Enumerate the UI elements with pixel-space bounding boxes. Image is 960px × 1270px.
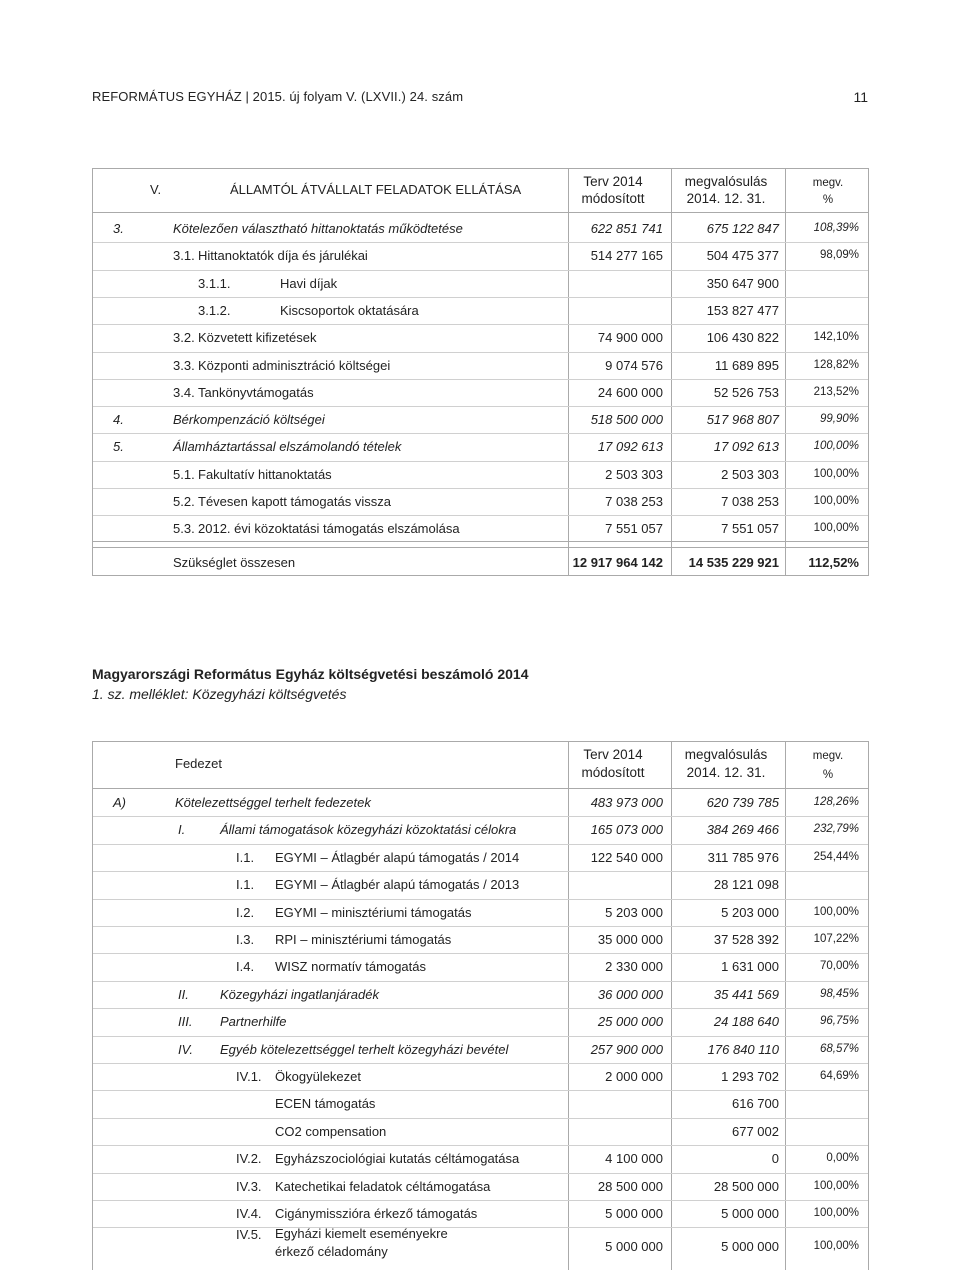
row-plan: 74 900 000 [597,330,663,346]
row-plan: 17 092 613 [597,439,663,455]
row-pct: 96,75% [819,1015,859,1028]
row-code: 3.1.1. [198,275,231,291]
header-real-2: 2014. 12. 31. [686,191,766,206]
row-pct: 142,10% [813,331,859,344]
row-real: 17 092 613 [713,439,779,455]
row-real: 504 475 377 [706,248,779,264]
row-real: 153 827 477 [706,302,779,318]
header-plan-1: Terv 2014 [583,747,643,762]
row-label: Állami támogatások közegyházi közoktatási célokra [220,822,517,838]
row-pct: 108,39% [813,222,859,234]
header-pct-1: megv. [812,177,844,189]
row-real: 35 441 569 [713,986,779,1002]
row-plan: 257 900 000 [590,1041,663,1057]
page-header [92,89,868,109]
row-divider [93,270,868,271]
row-code: 3.2. [173,330,195,346]
table-row [93,242,868,269]
table-row [93,899,868,926]
row-plan: 9 074 576 [605,357,663,373]
row-code: 5. [113,439,124,455]
row-divider [93,1118,868,1119]
row-real: 5 000 000 [721,1239,779,1255]
row-divider [93,352,868,353]
row-real: 1 631 000 [721,959,779,975]
table-row [93,926,868,953]
table-row [93,1227,868,1267]
row-divider [93,379,868,380]
row-pct: 68,57% [819,1042,859,1055]
header-pct-1: megv. [812,750,844,762]
row-real: 37 528 392 [713,932,779,947]
row-plan: 622 851 741 [590,221,663,236]
row-divider [93,1036,868,1037]
row-plan: 514 277 165 [590,248,663,264]
total-divider [93,541,868,542]
row-plan: 35 000 000 [597,932,663,947]
row-divider [93,324,868,325]
row-plan: 7 551 057 [605,521,663,537]
row-label: EGYMI – Átlagbér alapú támogatás / 2014 [275,849,520,865]
table-state-tasks [92,168,869,576]
row-pct: 213,52% [813,385,859,398]
row-real: 311 785 976 [707,849,779,865]
row-code: A) [113,795,126,810]
row-code: I.4. [236,959,255,975]
row-label: Kötelezően választható hittanoktatás működtetése [173,221,463,236]
row-label: Kiscsoportok oktatására [280,302,419,318]
row-label: Bérkompenzáció költségei [173,412,325,428]
row-code: 5.2. [173,494,195,509]
row-plan: 165 073 000 [590,822,663,838]
row-code: IV. [178,1041,193,1057]
row-plan: 2 000 000 [605,1069,663,1084]
row-label-2: érkező céladomány [275,1244,388,1260]
row-code: I.3. [236,932,255,947]
row-pct: 100,00% [813,1207,859,1219]
table-row [93,406,868,433]
row-pct: 99,90% [819,413,859,426]
header-divider [93,212,868,213]
header-label: Fedezet [175,756,222,771]
row-real: 675 122 847 [706,221,779,236]
row-label: EGYMI – Átlagbér alapú támogatás / 2013 [275,877,520,893]
row-code: IV.4. [236,1206,262,1221]
section-title: Magyarországi Református Egyház költségvetési beszámoló 2014 [92,666,529,682]
table-row [93,816,868,843]
table-row [93,1008,868,1035]
table-row [93,215,868,242]
total-divider [93,547,868,548]
row-real: 5 203 000 [721,904,779,920]
row-label: Ökogyülekezet [275,1069,361,1084]
row-pct: 107,22% [813,933,859,945]
row-divider [93,1200,868,1201]
row-pct: 100,00% [813,522,859,535]
row-real: 28 121 098 [713,877,779,893]
row-divider [93,1008,868,1009]
row-label: WISZ normatív támogatás [275,959,426,975]
table-row [93,324,868,351]
row-code: IV.3. [236,1178,262,1194]
row-code: I. [178,822,186,838]
row-pct: 100,00% [813,467,859,480]
row-divider [93,871,868,872]
row-label: Partnerhilfe [220,1014,287,1030]
row-pct: 128,26% [813,796,859,808]
table-row [93,270,868,297]
table-row [93,352,868,379]
row-label: Egyházi kiemelt eseményekre [275,1226,448,1242]
row-divider [93,1090,868,1091]
row-real: 7 038 253 [721,494,779,509]
row-pct: 98,09% [819,249,859,262]
row-real: 5 000 000 [721,1206,779,1221]
row-real: 106 430 822 [706,330,779,346]
row-code: I.1. [236,877,255,893]
row-divider [93,1063,868,1064]
row-code: IV.2. [236,1151,262,1167]
row-code: 5.3. [173,521,195,537]
row-divider [93,816,868,817]
row-plan: 5 000 000 [605,1206,663,1221]
table-row [93,433,868,460]
row-pct: 128,82% [813,358,859,371]
row-pct: 100,00% [813,1179,859,1192]
row-code: III. [178,1014,193,1030]
row-label: Fakultatív hittanoktatás [198,466,332,482]
row-label: RPI – minisztériumi támogatás [275,932,452,947]
row-label: Közegyházi ingatlanjáradék [220,986,379,1002]
row-pct: 100,00% [813,440,859,453]
row-pct: 100,00% [813,495,859,507]
row-label: Cigánymisszióra érkező támogatás [275,1206,478,1221]
row-divider [93,1145,868,1146]
row-divider [93,461,868,462]
table-row [93,1090,868,1117]
row-plan: 2 330 000 [605,959,663,975]
row-code: 3.1. [173,248,195,264]
row-real: 1 293 702 [721,1069,779,1084]
row-label: Egyházszociológiai kutatás céltámogatása [275,1151,520,1167]
row-real: 350 647 900 [706,275,779,291]
row-real: 620 739 785 [706,795,779,810]
row-divider [93,297,868,298]
row-label: Közvetett kifizetések [198,330,317,346]
table-row [93,488,868,515]
row-pct: 232,79% [813,823,859,836]
row-divider [93,515,868,516]
row-plan: 28 500 000 [597,1178,663,1194]
row-plan: 24 600 000 [597,384,663,400]
row-divider [93,242,868,243]
row-plan: 483 973 000 [590,795,663,810]
row-code: 3.4. [173,384,195,400]
header-pct-2: % [822,194,834,206]
header-real-1: megvalósulás [684,174,768,189]
table-row [93,1036,868,1063]
table-row [93,379,868,406]
row-divider [93,926,868,927]
table-row [93,461,868,488]
row-label: Hittanoktatók díja és járulékai [198,248,368,264]
row-pct: 70,00% [819,960,859,973]
table-row [93,953,868,980]
table-row [93,981,868,1008]
row-divider [93,406,868,407]
row-code: I.2. [236,904,255,920]
row-plan: 122 540 000 [590,849,663,865]
row-real: 677 002 [732,1123,779,1139]
row-divider [93,1227,868,1228]
row-code: I.1. [236,849,255,865]
total-label: Szükséglet összesen [173,555,296,570]
row-pct: 100,00% [813,1240,859,1253]
table-row [93,1118,868,1145]
row-divider [93,1173,868,1174]
row-divider [93,844,868,845]
table-row [93,1173,868,1200]
row-label: Egyéb kötelezettséggel terhelt közegyházi bevétel [220,1041,509,1057]
header-plan-2: módosított [581,765,645,780]
table-row [93,844,868,871]
row-real: 517 968 807 [706,412,779,428]
row-label: ECEN támogatás [275,1096,376,1112]
row-real: 7 551 057 [721,521,779,537]
row-label: 2012. évi közoktatási támogatás elszámolása [198,521,460,537]
row-real: 28 500 000 [713,1178,779,1194]
row-real: 176 840 110 [707,1041,779,1057]
row-divider [93,981,868,982]
row-plan: 518 500 000 [590,412,663,428]
header-plan-2: módosított [581,191,645,206]
row-real: 2 503 303 [721,466,779,482]
table-row [93,297,868,324]
header-pct-2: % [822,769,834,781]
row-plan: 25 000 000 [597,1014,663,1030]
row-label: Kötelezettséggel terhelt fedezetek [175,795,371,810]
row-pct: 64,69% [819,1070,859,1082]
header-code: V. [150,182,162,197]
row-code: II. [178,986,189,1002]
table-row [93,1200,868,1227]
row-plan: 7 038 253 [605,494,663,509]
table-row [93,1145,868,1172]
row-label: Államháztartással elszámolandó tételek [173,439,402,455]
row-real: 11 689 895 [714,357,779,373]
row-code: 3.3. [173,357,195,373]
row-pct: 254,44% [813,850,859,863]
table-row [93,1063,868,1090]
table-row [93,789,868,816]
header-label: ÁLLAMTÓL ÁTVÁLLALT FELADATOK ELLÁTÁSA [230,182,522,197]
row-divider [93,899,868,900]
row-code: IV.1. [236,1069,262,1084]
row-pct: 100,00% [813,905,859,918]
row-divider [93,433,868,434]
section-subtitle: 1. sz. melléklet: Közegyházi költségvetés [92,686,347,702]
row-plan: 36 000 000 [597,986,663,1002]
row-real: 24 188 640 [713,1014,779,1030]
header-real-1: megvalósulás [684,747,768,762]
table-row [93,871,868,898]
row-label: Központi adminisztráció költségei [198,357,391,373]
row-real: 616 700 [732,1096,779,1112]
row-plan: 5 203 000 [605,904,663,920]
table-funding [92,741,869,1270]
row-divider [93,488,868,489]
row-code: IV.5. [236,1227,262,1243]
row-label: Katechetikai feladatok céltámogatása [275,1178,491,1194]
table-row [93,515,868,542]
row-label: Havi díjak [280,275,338,291]
row-label: EGYMI – minisztériumi támogatás [275,904,472,920]
row-label: Tankönyvtámogatás [198,384,314,400]
row-code: 3.1.2. [198,302,231,318]
row-code: 4. [113,412,124,428]
row-plan: 5 000 000 [605,1239,663,1255]
page-number: 11 [853,89,868,105]
row-pct: 98,45% [819,987,859,1000]
row-divider [93,953,868,954]
row-label: Tévesen kapott támogatás vissza [198,494,391,509]
row-plan: 4 100 000 [605,1151,663,1167]
row-real: 0 [771,1151,779,1167]
row-pct: 0,00% [826,1152,859,1165]
total-real: 14 535 229 921 [688,555,779,570]
total-row [93,549,868,576]
table-header [93,742,868,788]
row-real: 384 269 466 [706,822,779,838]
header-plan-1: Terv 2014 [583,174,643,189]
table-header [93,169,868,212]
header-real-2: 2014. 12. 31. [686,765,766,780]
row-label: CO2 compensation [275,1123,387,1139]
total-plan: 12 917 964 142 [572,555,663,570]
row-real: 52 526 753 [713,384,779,400]
row-code: 5.1. [173,466,195,482]
publication-title: REFORMÁTUS EGYHÁZ | 2015. új folyam V. (LXVII.) 24. szám [92,89,464,104]
row-code: 3. [113,221,124,236]
total-pct: 112,52% [808,555,859,570]
row-plan: 2 503 303 [605,466,663,482]
